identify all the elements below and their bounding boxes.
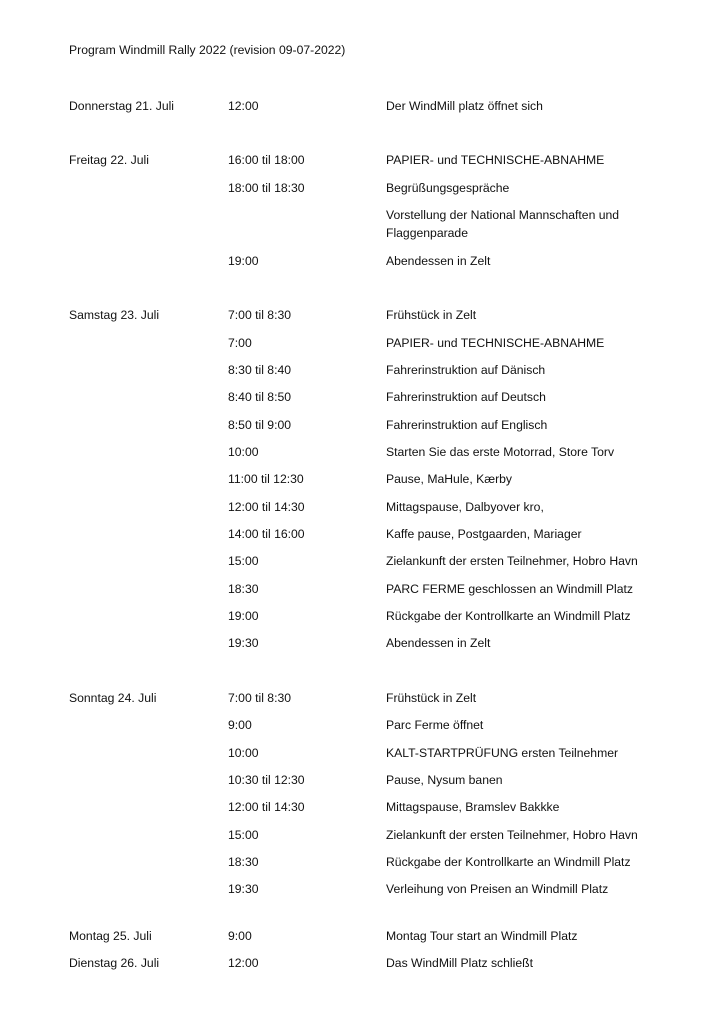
schedule-time: 10:00 (228, 746, 259, 760)
schedule-time: 19:30 (228, 636, 259, 650)
schedule-event: Abendessen in Zelt (386, 636, 491, 650)
schedule-time: 8:50 til 9:00 (228, 418, 292, 432)
schedule-time: 10:00 (228, 445, 259, 459)
schedule-time: 14:00 til 16:00 (228, 527, 305, 541)
schedule-day: Sonntag 24. Juli (69, 691, 157, 705)
schedule-event: PAPIER- und TECHNISCHE-ABNAHME (386, 153, 605, 167)
schedule-time: 9:00 (228, 929, 252, 943)
schedule-event: KALT-STARTPRÜFUNG ersten Teilnehmer (386, 746, 619, 760)
schedule-event: Frühstück in Zelt (386, 691, 477, 705)
schedule-event: Mittagspause, Bramslev Bakkke (386, 800, 560, 814)
schedule-event: Das WindMill Platz schließt (386, 956, 533, 970)
document-title: Program Windmill Rally 2022 (revision 09-07-2022) (69, 43, 346, 57)
schedule-day: Donnerstag 21. Juli (69, 99, 175, 113)
schedule-day: Montag 25. Juli (69, 929, 152, 943)
schedule-time: 9:00 (228, 718, 252, 732)
schedule-time: 19:00 (228, 609, 259, 623)
schedule-event: Parc Ferme öffnet (386, 718, 484, 732)
schedule-event: Der WindMill platz öffnet sich (386, 99, 543, 113)
schedule-event: Fahrerinstruktion auf Dänisch (386, 363, 546, 377)
schedule-time: 15:00 (228, 554, 259, 568)
schedule-time: 18:30 (228, 582, 259, 596)
schedule-event: Montag Tour start an Windmill Platz (386, 929, 578, 943)
schedule-event: Starten Sie das erste Motorrad, Store Torv (386, 445, 615, 459)
schedule-time: 7:00 (228, 336, 252, 350)
schedule-time: 11:00 til 12:30 (228, 472, 304, 486)
schedule-time: 12:00 til 14:30 (228, 500, 305, 514)
schedule-event: Mittagspause, Dalbyover kro, (386, 500, 544, 514)
schedule-time: 12:00 (228, 99, 259, 113)
schedule-event: Abendessen in Zelt (386, 254, 491, 268)
schedule-time: 12:00 (228, 956, 259, 970)
schedule-event: Pause, Nysum banen (386, 773, 503, 787)
schedule-day: Dienstag 26. Juli (69, 956, 160, 970)
schedule-event: Rückgabe der Kontrollkarte an Windmill Platz (386, 855, 631, 869)
schedule-time: 10:30 til 12:30 (228, 773, 305, 787)
schedule-event: Fahrerinstruktion auf Englisch (386, 418, 548, 432)
schedule-day: Freitag 22. Juli (69, 153, 149, 167)
schedule-event: Zielankunft der ersten Teilnehmer, Hobro Havn (386, 828, 638, 842)
schedule-event: PAPIER- und TECHNISCHE-ABNAHME (386, 336, 605, 350)
schedule-event: Begrüßungsgespräche (386, 181, 510, 195)
schedule-event: Verleihung von Preisen an Windmill Platz (386, 882, 609, 896)
schedule-event: PARC FERME geschlossen an Windmill Platz (386, 582, 633, 596)
schedule-time: 16:00 til 18:00 (228, 153, 305, 167)
schedule-event: Kaffe pause, Postgaarden, Mariager (386, 527, 582, 541)
schedule-time: 8:30 til 8:40 (228, 363, 292, 377)
schedule-event: Rückgabe der Kontrollkarte an Windmill Platz (386, 609, 631, 623)
schedule-time: 19:00 (228, 254, 259, 268)
schedule-event: Pause, MaHule, Kærby (386, 472, 512, 486)
schedule-event: Vorstellung der National Mannschaften und Flaggenparade (386, 208, 620, 240)
schedule-time: 19:30 (228, 882, 259, 896)
schedule-time: 7:00 til 8:30 (228, 308, 292, 322)
schedule-time: 18:00 til 18:30 (228, 181, 305, 195)
schedule-time: 18:30 (228, 855, 259, 869)
schedule-time: 15:00 (228, 828, 259, 842)
schedule-time: 12:00 til 14:30 (228, 800, 305, 814)
schedule-time: 8:40 til 8:50 (228, 390, 292, 404)
schedule-event: Fahrerinstruktion auf Deutsch (386, 390, 546, 404)
schedule-event: Zielankunft der ersten Teilnehmer, Hobro Havn (386, 554, 638, 568)
schedule-day: Samstag 23. Juli (69, 308, 160, 322)
schedule-event: Frühstück in Zelt (386, 308, 477, 322)
schedule-time: 7:00 til 8:30 (228, 691, 292, 705)
